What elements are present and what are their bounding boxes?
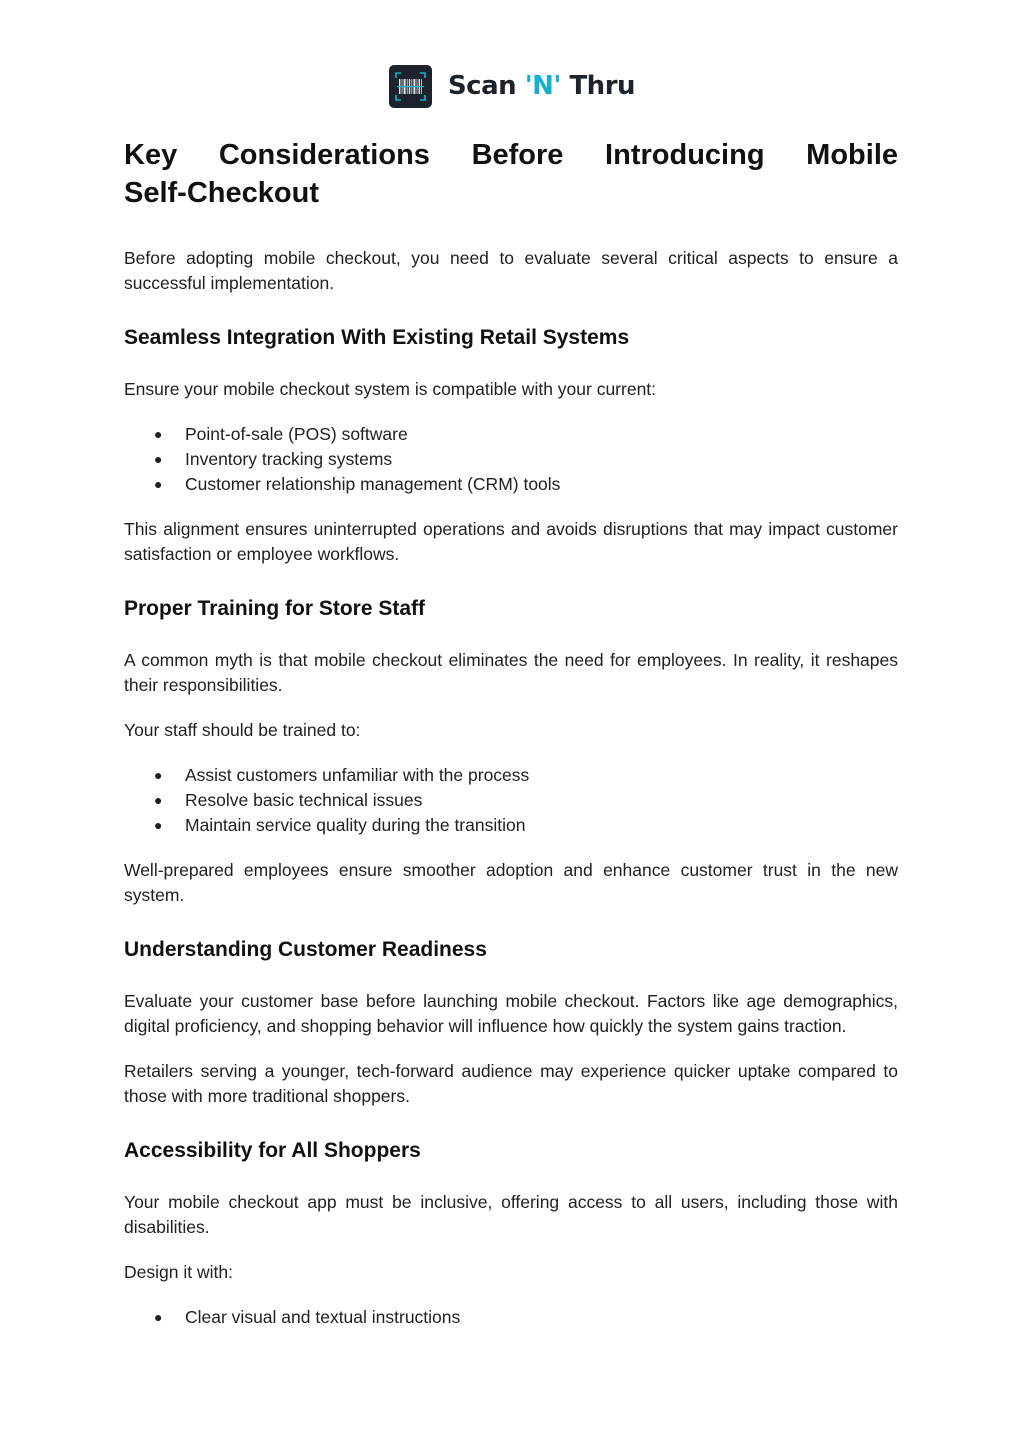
section-paragraph: A common myth is that mobile checkout eliminates the need for employees. In reality, it reshapes their responsibilities. [124, 650, 898, 695]
list-item [124, 447, 898, 472]
section-paragraph: Your mobile checkout app must be inclusive, offering access to all users, including those with disabilities. [124, 1192, 898, 1237]
page-title-line1: Key Considerations Before Introducing Mobile [124, 139, 898, 171]
list-item-text: Clear visual and textual instructions [185, 1307, 461, 1327]
page-title-line2: Self-Checkout [124, 177, 319, 209]
list-item [124, 422, 898, 447]
list-item-text: Maintain service quality during the transition [185, 815, 526, 835]
section-paragraph: This alignment ensures uninterrupted operations and avoids disruptions that may impact customer satisfaction or employee workflows. [124, 519, 898, 564]
section-heading-training: Proper Training for Store Staff [124, 597, 426, 620]
list-item [124, 763, 898, 788]
list-item-text: Customer relationship management (CRM) tools [185, 474, 561, 494]
bullet-list [124, 422, 898, 497]
bullet-icon: ● [154, 817, 163, 833]
section-paragraph: Ensure your mobile checkout system is compatible with your current: [124, 379, 657, 399]
section-heading-readiness: Understanding Customer Readiness [124, 938, 487, 961]
brand-name-accent: 'N' [524, 71, 561, 101]
list-item [124, 1305, 898, 1330]
list-item [124, 472, 898, 497]
bullet-list [124, 763, 898, 838]
brand-header [0, 62, 1024, 110]
list-item-text: Inventory tracking systems [185, 449, 393, 469]
bullet-icon: ● [154, 792, 163, 808]
bullet-icon: ● [154, 426, 163, 442]
section-paragraph: Well-prepared employees ensure smoother adoption and enhance customer trust in the new system. [124, 860, 898, 905]
list-item-text: Point-of-sale (POS) software [185, 424, 408, 444]
bullet-list [124, 1305, 898, 1330]
list-item [124, 788, 898, 813]
brand-name-part1: Scan [447, 71, 525, 101]
brand-name-part2: Thru [560, 71, 636, 101]
section-paragraph: Evaluate your customer base before launching mobile checkout. Factors like age demographics, digital proficiency, and shopping behavior will influence how quickly the system gains traction. [124, 991, 898, 1036]
section-heading-accessibility: Accessibility for All Shoppers [124, 1139, 421, 1162]
list-item-text: Resolve basic technical issues [185, 790, 423, 810]
section-heading-integration: Seamless Integration With Existing Retail Systems [124, 326, 630, 349]
bullet-icon: ● [154, 1309, 163, 1325]
list-item-text: Assist customers unfamiliar with the process [185, 765, 530, 785]
article-body [124, 136, 898, 1330]
barcode-scan-icon [389, 65, 432, 108]
list-item [124, 813, 898, 838]
brand-logo [389, 65, 635, 108]
bullet-icon: ● [154, 476, 163, 492]
bullet-icon: ● [154, 451, 163, 467]
section-paragraph: Retailers serving a younger, tech-forward audience may experience quicker uptake compared to those with more traditional shoppers. [124, 1061, 898, 1106]
section-paragraph: Your staff should be trained to: [124, 720, 361, 740]
section-paragraph: Design it with: [124, 1262, 233, 1282]
brand-wordmark [448, 71, 635, 101]
bullet-icon: ● [154, 767, 163, 783]
intro-paragraph: Before adopting mobile checkout, you need to evaluate several critical aspects to ensure a successful implementation. [124, 248, 898, 293]
page-title [124, 136, 898, 212]
